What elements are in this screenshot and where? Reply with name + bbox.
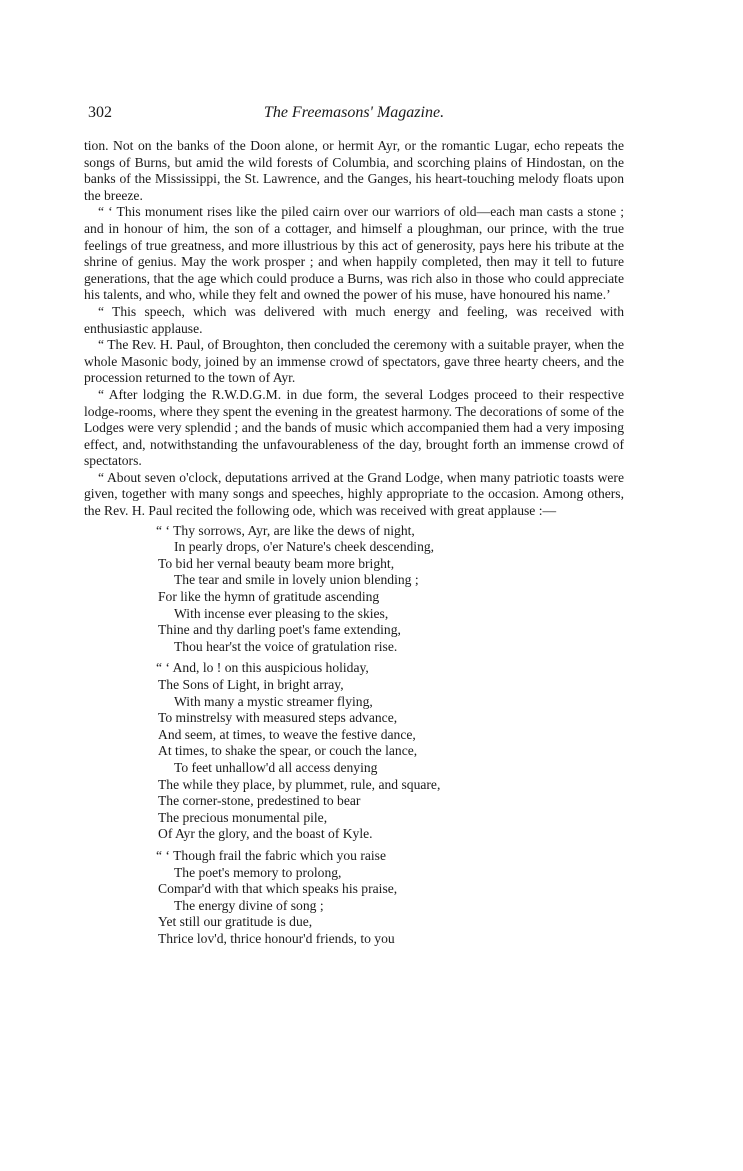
poem-line: The while they place, by plummet, rule, and square, <box>158 776 441 792</box>
ode-stanza-3 <box>158 848 624 948</box>
poem-line: Thrice lov'd, thrice honour'd friends, to you <box>158 930 395 946</box>
running-title: The Freemasons' Magazine. <box>263 104 445 121</box>
poem-line: The corner-stone, predestined to bear <box>158 793 361 809</box>
paragraph-monument-speech: “ ‘ This monument rises like the piled cairn over our warriors of old—each man casts a stone ; and in honour of him, the son of a cottager, and himself a ploughman, our prince, with the true feelings of true greatness, and more illustrious by this act of generosity, pays here his tribute at the shrine of genius. May the work prosper ; and when happily completed, then may it tell to future generations, that the age which could produce a Burns, was rich also in those who could appreciate his talents, and who, while they felt and owned the power of his muse, have honoured his name.’ <box>84 204 624 303</box>
poem-line: The poet's memory to prolong, <box>174 864 342 880</box>
poem-line: To bid her vernal beauty beam more bright, <box>158 555 395 571</box>
paragraph-prayer: “ The Rev. H. Paul, of Broughton, then concluded the ceremony with a suitable prayer, when the whole Masonic body, joined by an immense crowd of spectators, gave three hearty cheers, and the procession returned to the town of Ayr. <box>84 337 624 386</box>
poem-line: The energy divine of song ; <box>174 897 324 913</box>
poem-line: “ ‘ Thy sorrows, Ayr, are like the dews of night, <box>156 522 415 538</box>
poem-line: The precious monumental pile, <box>158 809 328 825</box>
paragraph-deputations: “ About seven o'clock, deputations arrived at the Grand Lodge, when many patriotic toasts were given, together with many songs and speeches, highly appropriate to the occasion. Among others, the Rev. H. Paul recited the following ode, which was received with great applause :— <box>84 469 624 519</box>
poem-line: The tear and smile in lovely union blending ; <box>174 572 419 588</box>
poem-line: In pearly drops, o'er Nature's cheek descending, <box>174 539 435 555</box>
poem-line: Thou hear'st the voice of gratulation rise. <box>174 638 398 654</box>
poem-line: Thine and thy darling poet's fame extending, <box>158 622 401 638</box>
paragraph-continuation: tion. Not on the banks of the Doon alone, or hermit Ayr, or the romantic Lugar, echo repeats the songs of Burns, but amid the wild forests of Columbia, and scorching plains of Hindostan, on the banks of the Mississippi, the St. Lawrence, and the Ganges, his heart-touching melody floats upon the breeze. <box>84 138 624 203</box>
poem-line: For like the hymn of gratitude ascending <box>158 589 380 605</box>
article-body <box>84 138 624 520</box>
paragraph-applause: “ This speech, which was delivered with much energy and feeling, was received with enthusiastic applause. <box>84 303 624 336</box>
poem-line: Of Ayr the glory, and the boast of Kyle. <box>158 826 373 842</box>
page-header <box>84 104 624 128</box>
page <box>84 104 624 953</box>
ode-stanza-2 <box>158 660 624 843</box>
poem-line: At times, to shake the spear, or couch the lance, <box>158 743 418 759</box>
poem-line: The Sons of Light, in bright array, <box>158 677 344 692</box>
poem-line: Yet still our gratitude is due, <box>158 914 313 930</box>
poem-line: “ ‘ Though frail the fabric which you raise <box>156 847 387 863</box>
poem-line: Compar'd with that which speaks his praise, <box>158 881 398 897</box>
page-number: 302 <box>88 104 112 121</box>
poem-line: And seem, at times, to weave the festive dance, <box>158 726 416 742</box>
poem-line: “ ‘ And, lo ! on this auspicious holiday, <box>156 660 369 676</box>
poem-line: To feet unhallow'd all access denying <box>174 759 378 775</box>
ode-stanza-1 <box>158 523 624 656</box>
poem-line: To minstrelsy with measured steps advance, <box>158 710 398 726</box>
ode <box>158 523 624 948</box>
poem-line: With many a mystic streamer flying, <box>174 693 373 709</box>
paragraph-lodges: “ After lodging the R.W.D.G.M. in due form, the several Lodges proceed to their respective lodge-rooms, where they spent the evening in the greatest harmony. The decorations of some of the Lodges were very splendid ; and the bands of music which accompanied them had a very imposing effect, and, notwithstanding the unfavourableness of the day, brought forth an immense crowd of spectators. <box>84 386 624 469</box>
poem-line: With incense ever pleasing to the skies, <box>174 605 389 621</box>
